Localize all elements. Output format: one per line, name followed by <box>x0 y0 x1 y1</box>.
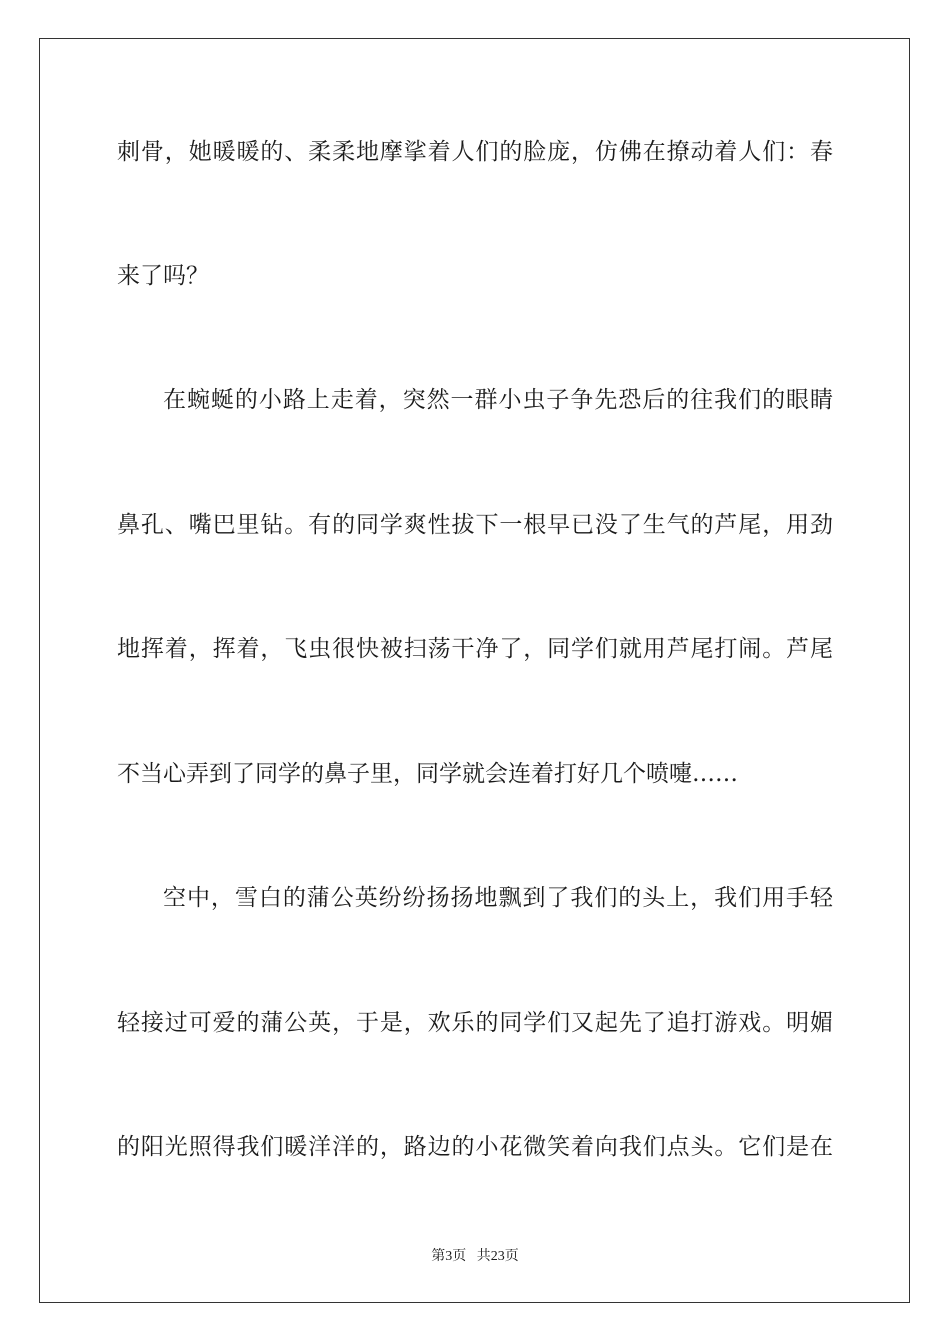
text-line: 轻接过可爱的蒲公英，于是，欢乐的同学们又起先了追打游戏。明媚 <box>117 1010 833 1036</box>
page-border <box>39 38 910 1303</box>
text-line: 地挥着，挥着，飞虫很快被扫荡干净了，同学们就用芦尾打闹。芦尾 <box>117 636 833 662</box>
text-line: 刺骨，她暖暖的、柔柔地摩挲着人们的脸庞，仿佛在撩动着人们：春 <box>117 139 833 165</box>
page-number: 第3页 共23页 <box>431 1249 519 1264</box>
text-line: 不当心弄到了同学的鼻子里，同学就会连着打好几个喷嚏…… <box>117 761 738 787</box>
text-line: 空中，雪白的蒲公英纷纷扬扬地飘到了我们的头上，我们用手轻 <box>163 885 833 911</box>
text-line: 来了吗？ <box>117 263 209 289</box>
text-line: 的阳光照得我们暖洋洋的，路边的小花微笑着向我们点头。它们是在 <box>117 1134 833 1160</box>
text-line: 在蜿蜒的小路上走着，突然一群小虫子争先恐后的往我们的眼睛 <box>163 387 833 413</box>
text-line: 鼻孔、嘴巴里钻。有的同学爽性拔下一根早已没了生气的芦尾，用劲 <box>117 512 833 538</box>
